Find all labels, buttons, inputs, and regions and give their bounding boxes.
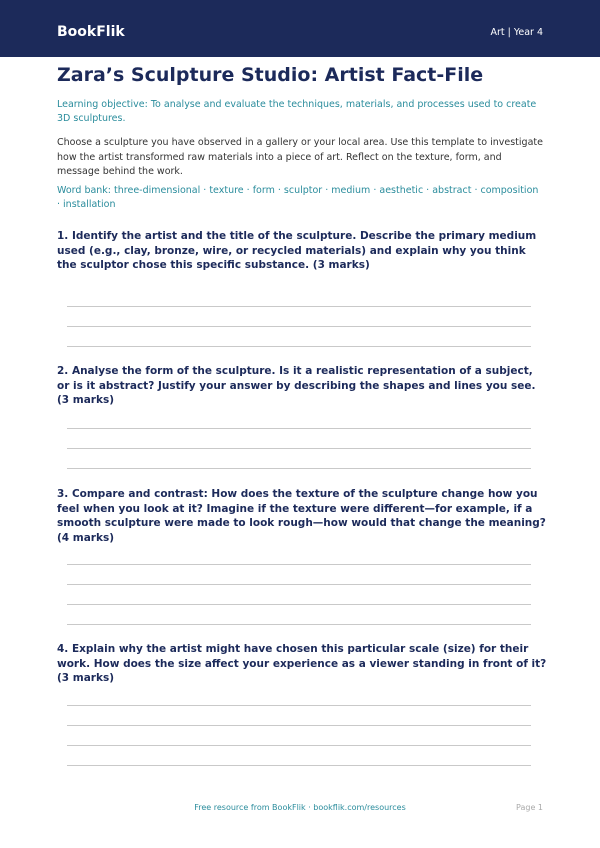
learning-objective: Learning objective: To analyse and evaluate the techniques, materials, and processes used to create 3D sculptures.	[57, 99, 537, 124]
answer-line[interactable]	[67, 765, 531, 766]
intro-text: Choose a sculpture you have observed in a gallery or your local area. Use this template to investigate how the artist transformed raw materials into a piece of art. Reflect on the texture, form, and message behind the work.	[57, 137, 543, 177]
answer-line[interactable]	[67, 584, 531, 585]
header-bar	[0, 0, 600, 57]
subject-label: Art | Year 4	[490, 27, 543, 38]
page-title: Zara’s Sculpture Studio: Artist Fact-File	[57, 64, 484, 86]
answer-line[interactable]	[67, 725, 531, 726]
question-4: 4. Explain why the artist might have chosen this particular scale (size) for their work. How does the size affect your experience as a viewer standing in front of it? (3 marks)	[57, 643, 547, 684]
question-3: 3. Compare and contrast: How does the texture of the sculpture change how you feel when you look at it? Imagine if the texture were different—for example, if a smooth sculpture were made to look rough—how would that change the meaning? (4 marks)	[57, 488, 546, 544]
answer-line[interactable]	[67, 564, 531, 565]
question-1: 1. Identify the artist and the title of the sculpture. Describe the primary medium used (e.g., clay, bronze, wire, or recycled materials) and explain why you think the sculptor chose this specific substance. (3 marks)	[57, 230, 537, 271]
footer-credit: Free resource from BookFlik · bookflik.com/resources	[194, 803, 406, 812]
question-2: 2. Analyse the form of the sculpture. Is it a realistic representation of a subject, or is it abstract? Justify your answer by describing the shapes and lines you see. (3 marks)	[57, 365, 536, 406]
answer-line[interactable]	[67, 745, 531, 746]
answer-line[interactable]	[67, 326, 531, 327]
word-bank: Word bank: three-dimensional · texture · form · sculptor · medium · aesthetic · abstract · composition · installation	[57, 185, 539, 210]
page-number: Page 1	[516, 803, 543, 812]
answer-line[interactable]	[67, 346, 531, 347]
brand-logo: BookFlik	[57, 24, 125, 40]
answer-line[interactable]	[67, 705, 531, 706]
answer-line[interactable]	[67, 428, 531, 429]
answer-line[interactable]	[67, 306, 531, 307]
answer-line[interactable]	[67, 624, 531, 625]
answer-line[interactable]	[67, 604, 531, 605]
answer-line[interactable]	[67, 448, 531, 449]
answer-line[interactable]	[67, 468, 531, 469]
